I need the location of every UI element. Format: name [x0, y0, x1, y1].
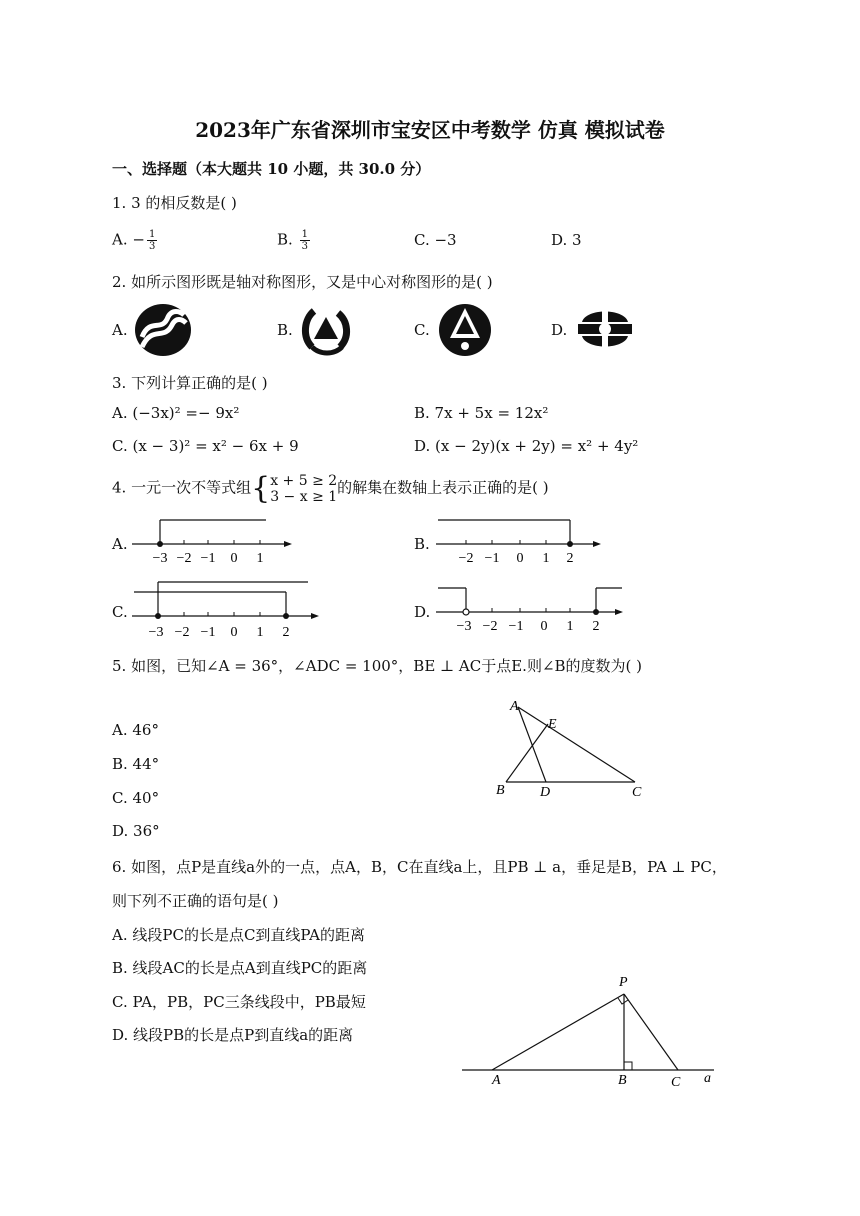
q4b-tick-label: −2	[458, 551, 474, 566]
q1-option-b-numerator: 1	[301, 229, 308, 240]
q4b-tick-label: 1	[542, 551, 550, 566]
q4a-tick-label: 0	[230, 551, 238, 566]
q5-label-c: C	[632, 785, 642, 800]
q2-option-d[interactable]: D.	[551, 321, 568, 339]
q2-option-c[interactable]: C.	[414, 321, 430, 339]
q5-triangle-figure	[490, 694, 660, 804]
q1-option-b[interactable]	[277, 229, 310, 252]
q4c-tick-label: −2	[174, 625, 190, 640]
page-title: 2023年广东省深圳市宝安区中考数学 仿真 模拟试卷	[195, 118, 665, 142]
q1-option-d[interactable]: D. 3	[551, 231, 582, 249]
q4c-tick-label: −3	[148, 625, 164, 640]
q6-label-a: A	[492, 1073, 501, 1088]
question-6-stem-line-1: 6. 如图，点P是直线a外的一点，点A，B，C在直线a上，且PB ⊥ a，垂足是B，PA ⊥ PC，	[112, 858, 727, 876]
q4b-tick-label: −1	[484, 551, 500, 566]
q4d-tick-label: 0	[540, 619, 548, 634]
q4b-tick-label: 0	[516, 551, 524, 566]
q1-option-a-label: A. −	[112, 230, 145, 249]
q4d-tick-label: 2	[592, 619, 600, 634]
q4-inequality-system	[270, 473, 337, 505]
q5-option-c[interactable]: C. 40°	[112, 789, 160, 807]
q5-label-e: E	[548, 717, 557, 732]
q4d-tick-label: −3	[456, 619, 472, 634]
q4c-tick-label: 1	[256, 625, 264, 640]
q5-label-a: A	[510, 699, 519, 714]
q6-label-p: P	[619, 975, 628, 990]
q4-option-b[interactable]: B.	[414, 535, 430, 553]
q1-option-b-fraction	[300, 229, 310, 252]
q4-inequality-2: 3 − x ≥ 1	[270, 488, 338, 505]
q4-inequality-1: x + 5 ≥ 2	[270, 472, 338, 489]
q4-number-line-a	[132, 516, 296, 568]
q2-option-a[interactable]: A.	[112, 321, 128, 339]
q5-label-b: B	[496, 783, 505, 798]
q4-number-line-d	[436, 584, 628, 640]
q1-option-c[interactable]: C. −3	[414, 231, 457, 249]
q2-figure-a-swirl-logo-icon	[134, 303, 192, 357]
q6-option-a[interactable]: A. 线段PC的长是点C到直线PA的距离	[112, 926, 365, 944]
q6-option-d[interactable]: D. 线段PB的长是点P到直线a的距离	[112, 1026, 354, 1044]
q6-option-c[interactable]: C. PA，PB，PC三条线段中，PB最短	[112, 993, 366, 1011]
q2-figure-c-compass-icon	[436, 300, 494, 358]
q1-option-a-denominator: 3	[148, 241, 156, 252]
question-2-stem: 2. 如所示图形既是轴对称图形，又是中心对称图形的是( )	[112, 273, 493, 291]
q4a-tick-label: 1	[256, 551, 264, 566]
section-heading: 一、选择题（本大题共 10 小题，共 30.0 分）	[112, 160, 431, 178]
q4c-tick-label: 2	[282, 625, 290, 640]
q2-figure-d-cross-icon	[576, 302, 634, 356]
q4c-tick-label: −1	[200, 625, 216, 640]
q4b-tick-label: 2	[566, 551, 574, 566]
q2-figure-b-arrow-triangle-icon	[298, 303, 354, 357]
q4a-tick-label: −1	[200, 551, 216, 566]
q1-option-a-fraction	[147, 229, 157, 252]
q6-label-line-a: a	[704, 1071, 711, 1086]
q2-option-b[interactable]: B.	[277, 321, 293, 339]
q6-label-b: B	[618, 1073, 627, 1088]
q6-perpendicular-figure	[462, 968, 722, 1092]
q4-option-c[interactable]: C.	[112, 603, 128, 621]
q5-label-d: D	[540, 785, 551, 800]
question-3-stem: 3. 下列计算正确的是( )	[112, 374, 268, 392]
q4a-tick-label: −2	[176, 551, 192, 566]
q4-number-line-b	[436, 516, 604, 568]
q4d-tick-label: −1	[508, 619, 524, 634]
question-6-stem-line-2: 则下列不正确的语句是( )	[112, 892, 279, 910]
q3-option-b[interactable]: B. 7x + 5x = 12x²	[414, 404, 549, 422]
question-1-stem: 1. 3 的相反数是( )	[112, 194, 237, 212]
q1-option-a[interactable]	[112, 229, 157, 252]
q1-option-b-denominator: 3	[301, 241, 308, 252]
q1-option-b-label: B.	[277, 230, 298, 249]
q3-option-c[interactable]: C. (x − 3)² = x² − 6x + 9	[112, 437, 299, 455]
q4-stem-prefix: 4. 一元一次不等式组	[112, 478, 252, 497]
question-5-stem: 5. 如图，已知∠A = 36°，∠ADC = 100°，BE ⊥ AC于点E.则∠B的度数为( )	[112, 657, 643, 675]
q4a-tick-label: −3	[152, 551, 168, 566]
q4-option-d[interactable]: D.	[414, 603, 431, 621]
q6-option-b[interactable]: B. 线段AC的长是点A到直线PC的距离	[112, 959, 368, 977]
q1-option-a-numerator: 1	[148, 229, 156, 240]
q3-option-a[interactable]: A. (−3x)² =− 9x²	[112, 404, 240, 422]
q3-option-d[interactable]: D. (x − 2y)(x + 2y) = x² + 4y²	[414, 437, 639, 455]
q5-option-a[interactable]: A. 46°	[112, 721, 159, 739]
q4-option-a[interactable]: A.	[112, 535, 128, 553]
q4-number-line-c	[132, 578, 322, 642]
q6-label-c: C	[671, 1075, 681, 1090]
q5-option-b[interactable]: B. 44°	[112, 755, 160, 773]
q4d-tick-label: 1	[566, 619, 574, 634]
q4-stem-suffix: 的解集在数轴上表示正确的是( )	[337, 478, 549, 497]
question-4-stem	[112, 471, 549, 506]
q5-option-d[interactable]: D. 36°	[112, 822, 160, 840]
q4-brace: {	[251, 471, 271, 506]
q4c-tick-label: 0	[230, 625, 238, 640]
q4d-tick-label: −2	[482, 619, 498, 634]
